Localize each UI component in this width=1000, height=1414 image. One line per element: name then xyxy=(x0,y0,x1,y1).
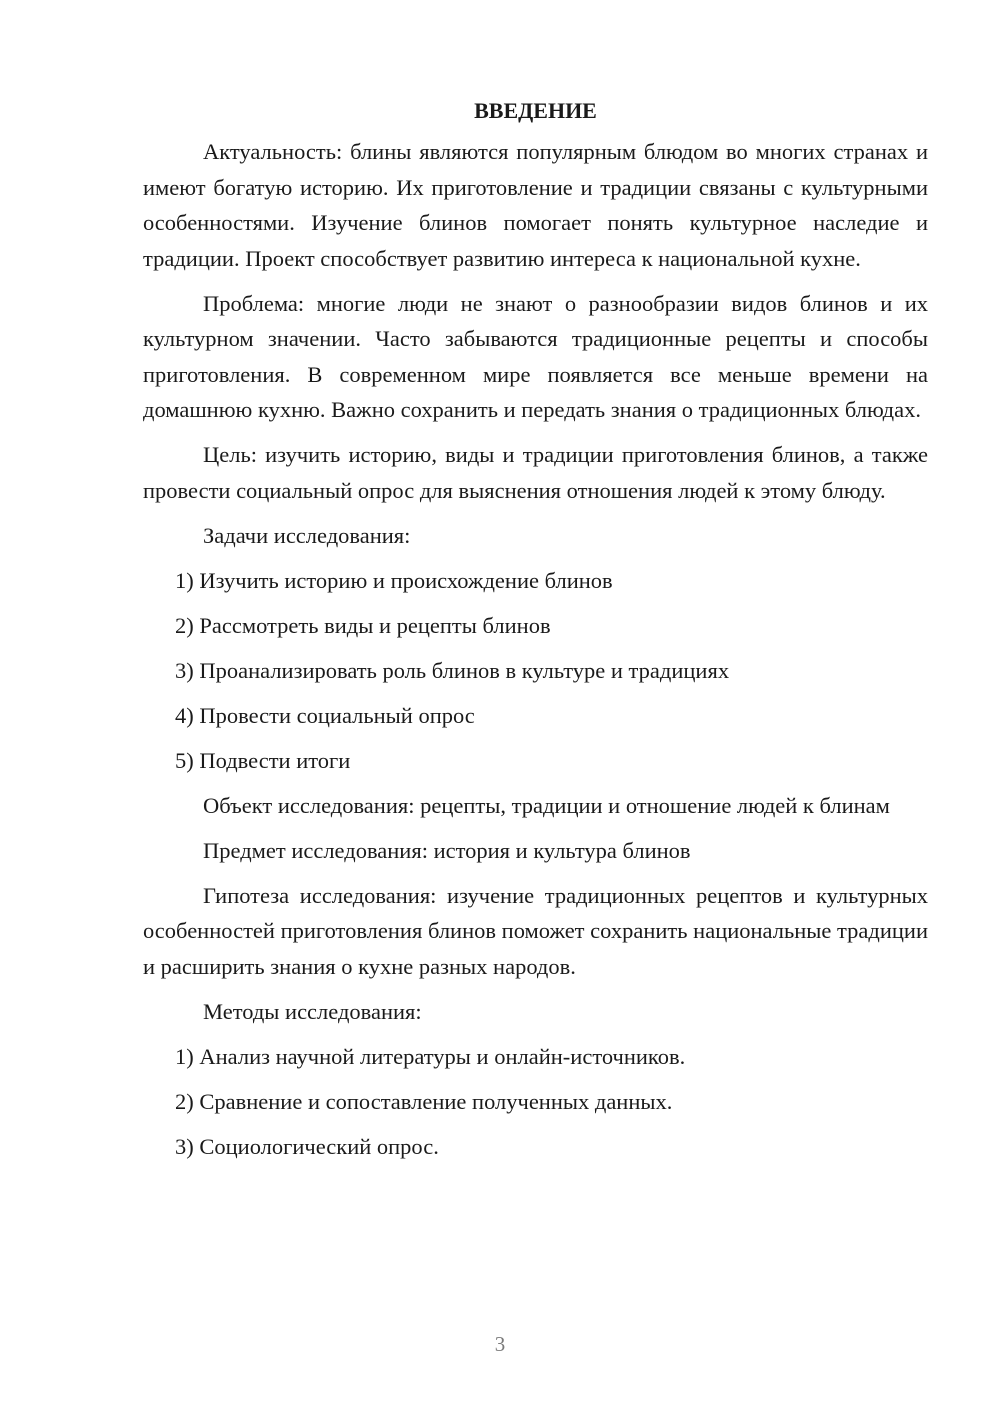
list-item: 5) Подвести итоги xyxy=(175,747,351,773)
problem-paragraph: Проблема: многие люди не знают о разнообразии видов блинов и их культурном значении. Часто забываются традиционные рецепты и способы приготовления. В современном мире появляется все меньше времени на домашнюю кухню. Важно сохранить и передать знания о традиционных блюдах. xyxy=(143,290,928,422)
object-paragraph: Объект исследования: рецепты, традиции и отношение людей к блинам xyxy=(203,792,890,818)
hypothesis-paragraph: Гипотеза исследования: изучение традиционных рецептов и культурных особенностей приготовления блинов поможет сохранить национальные традиции и расширить знания о кухне разных народов. xyxy=(143,882,928,979)
list-item: 1) Анализ научной литературы и онлайн-источников. xyxy=(175,1043,686,1069)
tasks-list xyxy=(143,563,928,779)
tasks-heading: Задачи исследования: xyxy=(203,522,411,548)
subject-paragraph: Предмет исследования: история и культура блинов xyxy=(203,837,691,863)
methods-list xyxy=(143,1039,928,1165)
document-page xyxy=(143,92,928,1174)
list-item: 1) Изучить историю и происхождение блинов xyxy=(175,567,613,593)
goal-paragraph: Цель: изучить историю, виды и традиции приготовления блинов, а также провести социальный опрос для выяснения отношения людей к этому блюду. xyxy=(143,442,928,503)
methods-heading: Методы исследования: xyxy=(203,998,422,1024)
list-item: 2) Рассмотреть виды и рецепты блинов xyxy=(175,612,551,638)
list-item: 4) Провести социальный опрос xyxy=(175,702,475,728)
section-heading: ВВЕДЕНИЕ xyxy=(474,98,597,123)
list-item: 3) Проанализировать роль блинов в культуре и традициях xyxy=(175,657,730,683)
relevance-paragraph: Актуальность: блины являются популярным блюдом во многих странах и имеют богатую историю. Их приготовление и традиции связаны с культурными особенностями. Изучение блинов помогает понять культурное наследие и традиции. Проект способствует развитию интереса к национальной кухне. xyxy=(143,139,928,271)
list-item: 2) Сравнение и сопоставление полученных данных. xyxy=(175,1088,673,1114)
list-item: 3) Социологический опрос. xyxy=(175,1133,439,1159)
page-number: 3 xyxy=(494,1332,506,1356)
